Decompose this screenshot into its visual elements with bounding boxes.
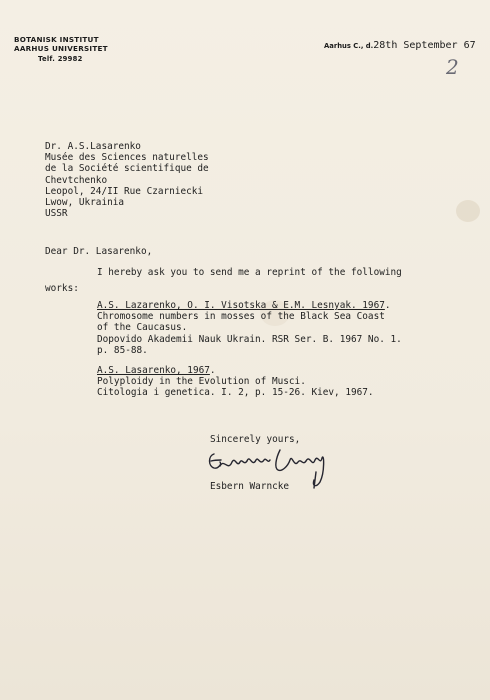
address-line: Musée des Sciences naturelles <box>45 152 209 164</box>
body-text-line: I hereby ask you to send me a reprint of the following <box>97 267 402 278</box>
dateline-place: Aarhus C., d. <box>324 42 374 50</box>
body-text-line: works: <box>45 283 79 294</box>
letter-date: 28th September 67 <box>373 40 476 51</box>
address-line: Dr. A.S.Lasarenko <box>45 141 141 152</box>
reference-authors: A.S. Lazarenko, O. I. Visotska & E.M. Lesnyak. 1967 <box>97 300 385 311</box>
letterhead <box>14 35 108 64</box>
university-name: AARHUS UNIVERSITET <box>14 44 108 53</box>
phone-number: Telf. 29982 <box>38 55 83 63</box>
address-line: Lwow, Ukrainia <box>45 197 125 209</box>
page-number: 2 <box>446 55 459 79</box>
recipient-address <box>45 141 209 219</box>
closing: Sincerely yours, <box>210 434 301 445</box>
reference-title: Polyploidy in the Evolution of Musci. <box>97 376 306 388</box>
reference-1: A.S. Lazarenko, O. I. Visotska & E.M. Lesnyak. 1967. Chromosome numbers in mosses of the Black Sea Coast of the Caucasus. Dopovido Akademii Nauk Ukrain. RSR Ser. B. 1967 No. 1. p. 85-88. <box>97 300 402 356</box>
reference-source: p. 85-88. <box>97 344 148 356</box>
reference-title: of the Caucasus. <box>97 322 188 334</box>
institute-name: BOTANISK INSTITUT <box>14 35 99 44</box>
reference-source: Citologia i genetica. I. 2, p. 15-26. Kiev, 1967. <box>97 387 374 399</box>
reference-title: Chromosome numbers in mosses of the Black Sea Coast <box>97 311 385 323</box>
reference-authors: A.S. Lasarenko, 1967 <box>97 365 210 376</box>
reference-2: A.S. Lasarenko, 1967. Polyploidy in the Evolution of Musci. Citologia i genetica. I. 2, p. 15-26. Kiev, 1967. <box>97 365 374 399</box>
signer-name: Esbern Warncke <box>210 481 290 492</box>
address-line: Chevtchenko <box>45 174 108 186</box>
paper-stain <box>456 200 480 222</box>
salutation: Dear Dr. Lasarenko, <box>45 246 153 257</box>
reference-source: Dopovido Akademii Nauk Ukrain. RSR Ser. B. 1967 No. 1. <box>97 333 402 345</box>
address-line: Leopol, 24/II Rue Czarniecki <box>45 185 204 197</box>
address-line: de la Société scientifique de <box>45 163 209 175</box>
dateline <box>324 40 476 51</box>
address-line: USSR <box>45 208 68 220</box>
